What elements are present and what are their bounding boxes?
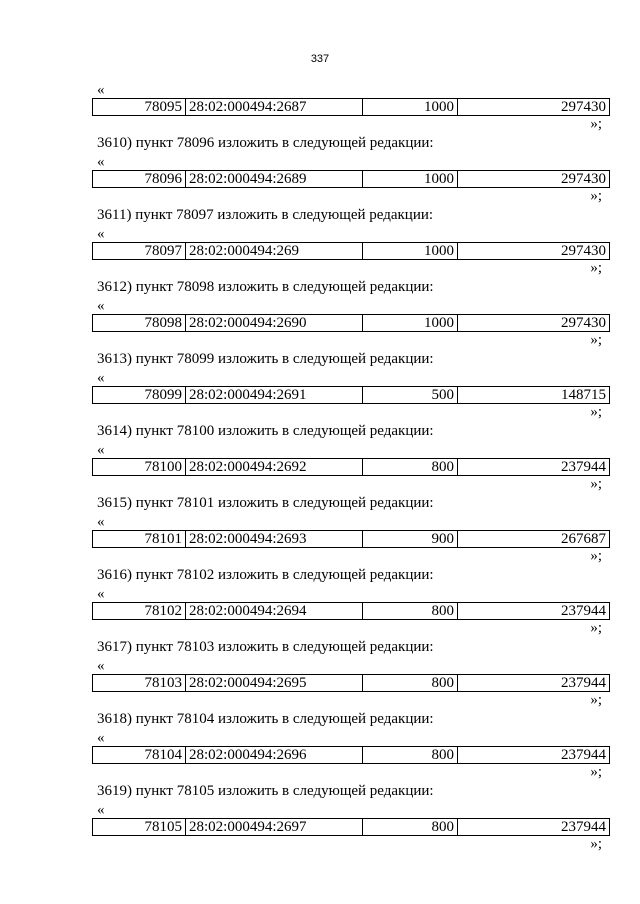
amendment-instruction: 3610) пункт 78096 изложить в следующей редакции: xyxy=(97,135,434,151)
value-cell: 297430 xyxy=(458,315,610,332)
page-number: 337 xyxy=(310,53,330,65)
closing-quote: »; xyxy=(590,260,602,276)
value-cell: 267687 xyxy=(458,531,610,548)
amendment-entry xyxy=(92,133,610,205)
value-cell: 297430 xyxy=(458,99,610,116)
cadastral-number-cell: 28:02:000494:2691 xyxy=(186,387,363,404)
opening-quote: « xyxy=(97,514,105,530)
amendment-entry xyxy=(92,493,610,565)
closing-quote: »; xyxy=(590,332,602,348)
parcel-table xyxy=(92,98,610,116)
closing-quote: »; xyxy=(590,116,602,132)
table-row xyxy=(93,603,610,620)
value-cell: 297430 xyxy=(458,243,610,260)
parcel-table xyxy=(92,170,610,188)
area-cell: 800 xyxy=(363,675,458,692)
parcel-table xyxy=(92,602,610,620)
closing-quote: »; xyxy=(590,476,602,492)
cadastral-number-cell: 28:02:000494:2696 xyxy=(186,747,363,764)
item-number-cell: 78099 xyxy=(93,387,186,404)
opening-quote: « xyxy=(97,658,105,674)
amendment-entry xyxy=(92,205,610,277)
opening-quote: « xyxy=(97,226,105,242)
item-number-cell: 78101 xyxy=(93,531,186,548)
table-row xyxy=(93,531,610,548)
cadastral-number-cell: 28:02:000494:2693 xyxy=(186,531,363,548)
closing-quote: »; xyxy=(590,548,602,564)
closing-quote: »; xyxy=(590,836,602,852)
cadastral-number-cell: 28:02:000494:2695 xyxy=(186,675,363,692)
value-cell: 237944 xyxy=(458,459,610,476)
closing-quote: »; xyxy=(590,620,602,636)
amendment-instruction: 3611) пункт 78097 изложить в следующей редакции: xyxy=(97,207,434,223)
amendment-instruction: 3618) пункт 78104 изложить в следующей редакции: xyxy=(97,711,434,727)
closing-quote: »; xyxy=(590,692,602,708)
area-cell: 1000 xyxy=(363,243,458,260)
area-cell: 900 xyxy=(363,531,458,548)
amendment-instruction: 3615) пункт 78101 изложить в следующей редакции: xyxy=(97,495,434,511)
area-cell: 800 xyxy=(363,603,458,620)
table-row xyxy=(93,171,610,188)
area-cell: 1000 xyxy=(363,315,458,332)
item-number-cell: 78095 xyxy=(93,99,186,116)
table-row xyxy=(93,675,610,692)
parcel-table xyxy=(92,530,610,548)
opening-quote: « xyxy=(97,154,105,170)
opening-quote: « xyxy=(97,82,105,98)
parcel-table xyxy=(92,314,610,332)
parcel-table xyxy=(92,746,610,764)
closing-quote: »; xyxy=(590,188,602,204)
value-cell: 237944 xyxy=(458,819,610,836)
amendment-instruction: 3616) пункт 78102 изложить в следующей редакции: xyxy=(97,567,434,583)
item-number-cell: 78104 xyxy=(93,747,186,764)
amendment-entry xyxy=(92,82,610,133)
amendment-entry xyxy=(92,565,610,637)
cadastral-number-cell: 28:02:000494:269 xyxy=(186,243,363,260)
area-cell: 1000 xyxy=(363,99,458,116)
opening-quote: « xyxy=(97,442,105,458)
cadastral-number-cell: 28:02:000494:2694 xyxy=(186,603,363,620)
amendment-entry xyxy=(92,781,610,853)
parcel-table xyxy=(92,818,610,836)
cadastral-number-cell: 28:02:000494:2687 xyxy=(186,99,363,116)
amendment-entry xyxy=(92,709,610,781)
area-cell: 800 xyxy=(363,747,458,764)
item-number-cell: 78100 xyxy=(93,459,186,476)
table-row xyxy=(93,315,610,332)
table-row xyxy=(93,243,610,260)
cadastral-number-cell: 28:02:000494:2690 xyxy=(186,315,363,332)
item-number-cell: 78105 xyxy=(93,819,186,836)
opening-quote: « xyxy=(97,586,105,602)
cadastral-number-cell: 28:02:000494:2689 xyxy=(186,171,363,188)
amendment-instruction: 3617) пункт 78103 изложить в следующей редакции: xyxy=(97,639,434,655)
item-number-cell: 78096 xyxy=(93,171,186,188)
cadastral-number-cell: 28:02:000494:2692 xyxy=(186,459,363,476)
area-cell: 800 xyxy=(363,459,458,476)
table-row xyxy=(93,747,610,764)
amendment-instruction: 3613) пункт 78099 изложить в следующей редакции: xyxy=(97,351,434,367)
amendments-list xyxy=(92,82,610,853)
amendment-instruction: 3614) пункт 78100 изложить в следующей редакции: xyxy=(97,423,434,439)
amendment-instruction: 3619) пункт 78105 изложить в следующей редакции: xyxy=(97,783,434,799)
amendment-entry xyxy=(92,421,610,493)
value-cell: 297430 xyxy=(458,171,610,188)
closing-quote: »; xyxy=(590,404,602,420)
opening-quote: « xyxy=(97,298,105,314)
parcel-table xyxy=(92,458,610,476)
parcel-table xyxy=(92,674,610,692)
parcel-table xyxy=(92,386,610,404)
item-number-cell: 78102 xyxy=(93,603,186,620)
opening-quote: « xyxy=(97,730,105,746)
table-row xyxy=(93,99,610,116)
table-row xyxy=(93,819,610,836)
value-cell: 237944 xyxy=(458,675,610,692)
opening-quote: « xyxy=(97,802,105,818)
area-cell: 500 xyxy=(363,387,458,404)
amendment-entry xyxy=(92,349,610,421)
item-number-cell: 78103 xyxy=(93,675,186,692)
opening-quote: « xyxy=(97,370,105,386)
cadastral-number-cell: 28:02:000494:2697 xyxy=(186,819,363,836)
area-cell: 1000 xyxy=(363,171,458,188)
amendment-entry xyxy=(92,277,610,349)
area-cell: 800 xyxy=(363,819,458,836)
amendment-entry xyxy=(92,637,610,709)
table-row xyxy=(93,459,610,476)
closing-quote: »; xyxy=(590,764,602,780)
item-number-cell: 78097 xyxy=(93,243,186,260)
amendment-instruction: 3612) пункт 78098 изложить в следующей редакции: xyxy=(97,279,434,295)
value-cell: 148715 xyxy=(458,387,610,404)
value-cell: 237944 xyxy=(458,603,610,620)
table-row xyxy=(93,387,610,404)
parcel-table xyxy=(92,242,610,260)
item-number-cell: 78098 xyxy=(93,315,186,332)
value-cell: 237944 xyxy=(458,747,610,764)
